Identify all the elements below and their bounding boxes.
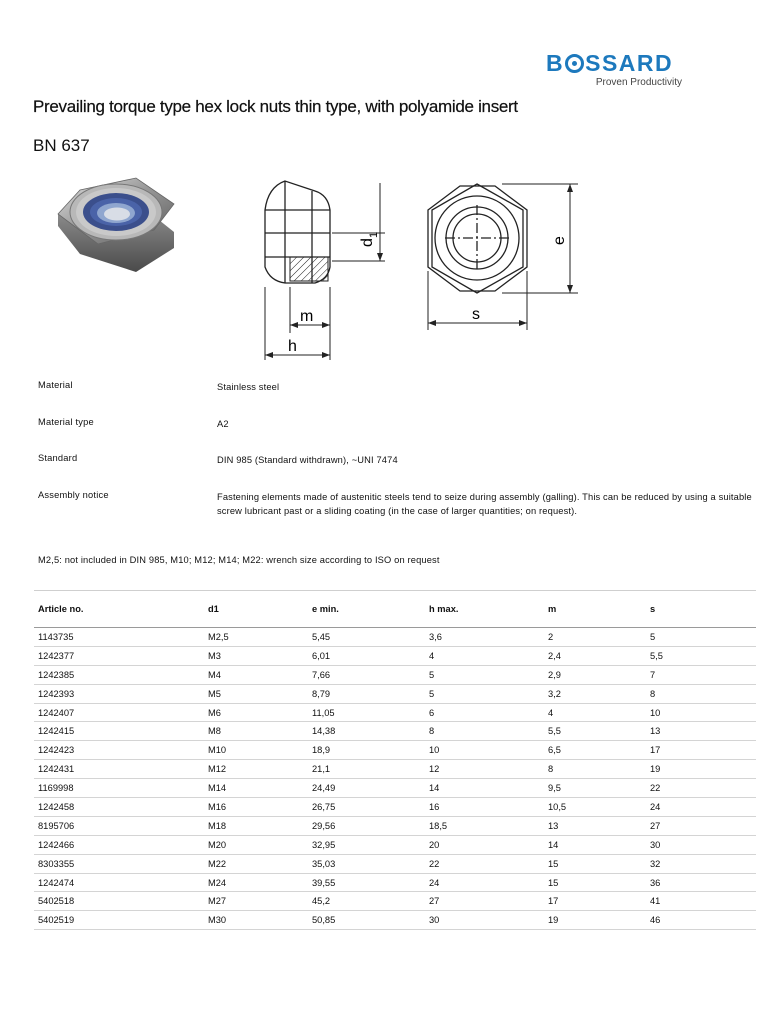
cell-article-no: 1242474 (38, 877, 75, 888)
cell-m: 14 (548, 839, 559, 850)
cell-d1: M30 (208, 915, 227, 926)
cell-d1: M3 (208, 650, 221, 661)
cell-m: 2,9 (548, 669, 561, 680)
cell-m: 19 (548, 915, 559, 926)
cell-h-max: 24 (429, 877, 440, 888)
cell-s: 13 (650, 726, 661, 737)
svg-text:d: d (359, 238, 376, 247)
cell-d1: M18 (208, 820, 227, 831)
property-label: Material (38, 380, 73, 390)
top-view (428, 184, 527, 293)
cell-e-min: 35,03 (312, 858, 336, 869)
cell-h-max: 22 (429, 858, 440, 869)
cell-d1: M20 (208, 839, 227, 850)
cell-h-max: 4 (429, 650, 435, 661)
cell-h-max: 16 (429, 801, 440, 812)
logo-letters: SSARD (585, 50, 674, 76)
cell-article-no: 1242423 (38, 745, 75, 756)
table-body (34, 628, 756, 930)
logo-letter-b: B (546, 50, 565, 76)
cell-s: 41 (650, 896, 661, 907)
product-photo (50, 168, 180, 298)
cell-s: 5 (650, 631, 656, 642)
cell-h-max: 12 (429, 764, 440, 775)
cell-e-min: 14,38 (312, 726, 336, 737)
table-header (34, 590, 756, 628)
cell-d1: M6 (208, 707, 221, 718)
cell-article-no: 1242385 (38, 669, 75, 680)
cell-m: 4 (548, 707, 554, 718)
cell-article-no: 1169998 (38, 783, 74, 794)
label-m: m (300, 308, 314, 325)
table-row (34, 704, 756, 723)
table-row (34, 685, 756, 704)
table-row (34, 628, 756, 647)
cell-h-max: 6 (429, 707, 435, 718)
cell-article-no: 8303355 (38, 858, 75, 869)
cell-e-min: 50,85 (312, 915, 336, 926)
dimensions-table (34, 590, 756, 930)
cell-s: 17 (650, 745, 661, 756)
table-row (34, 760, 756, 779)
property-standard (38, 453, 758, 490)
table-row (34, 741, 756, 760)
logo-ring-icon (565, 54, 584, 73)
header-d1: d1 (208, 604, 219, 614)
header-article-no: Article no. (38, 604, 84, 614)
cell-d1: M16 (208, 801, 227, 812)
cell-m: 9,5 (548, 783, 561, 794)
cell-m: 6,5 (548, 745, 561, 756)
cell-article-no: 1242458 (38, 801, 75, 812)
properties-list (38, 380, 758, 526)
cell-m: 3,2 (548, 688, 561, 699)
cell-article-no: 1242415 (38, 726, 75, 737)
cell-d1: M22 (208, 858, 227, 869)
product-code: BN 637 (33, 136, 90, 155)
table-row (34, 892, 756, 911)
cell-e-min: 21,1 (312, 764, 331, 775)
cell-h-max: 27 (429, 896, 440, 907)
cell-e-min: 11,05 (312, 707, 335, 718)
cell-d1: M4 (208, 669, 221, 680)
table-row (34, 798, 756, 817)
table-row (34, 911, 756, 930)
cell-d1: M27 (208, 896, 227, 907)
label-d1 (359, 232, 380, 247)
table-row (34, 855, 756, 874)
cell-s: 22 (650, 783, 661, 794)
property-value: Stainless steel (217, 382, 280, 392)
cell-s: 8 (650, 688, 656, 699)
cell-m: 2 (548, 631, 554, 642)
cell-m: 17 (548, 896, 559, 907)
cell-m: 2,4 (548, 650, 561, 661)
cell-s: 36 (650, 877, 661, 888)
header-e-min: e min. (312, 604, 339, 614)
header-m: m (548, 604, 557, 614)
cell-article-no: 1242407 (38, 707, 75, 718)
cell-h-max: 20 (429, 839, 440, 850)
cell-article-no: 1143735 (38, 631, 74, 642)
label-e: e (551, 236, 568, 245)
property-assembly-notice (38, 490, 758, 527)
cell-e-min: 5,45 (312, 631, 331, 642)
cell-m: 8 (548, 764, 554, 775)
cell-e-min: 7,66 (312, 669, 331, 680)
label-s: s (472, 306, 480, 323)
header-s: s (650, 604, 656, 614)
cell-article-no: 1242377 (38, 650, 75, 661)
property-label: Material type (38, 416, 94, 427)
cell-s: 24 (650, 801, 661, 812)
cell-article-no: 1242466 (38, 839, 75, 850)
cell-h-max: 3,6 (429, 631, 442, 642)
cell-d1: M14 (208, 783, 227, 794)
property-value: A2 (217, 418, 229, 429)
cell-s: 30 (650, 839, 661, 850)
cell-m: 15 (548, 858, 559, 869)
cell-e-min: 39,55 (312, 877, 336, 888)
cell-e-min: 24,49 (312, 783, 336, 794)
cell-e-min: 32,95 (312, 839, 336, 850)
cell-h-max: 14 (429, 783, 440, 794)
logo-wordmark (546, 50, 686, 76)
cell-e-min: 29,56 (312, 820, 336, 831)
table-row (34, 836, 756, 855)
cell-s: 27 (650, 820, 661, 831)
cell-d1: M10 (208, 745, 227, 756)
header-h-max: h max. (429, 604, 459, 614)
cell-e-min: 6,01 (312, 650, 331, 661)
cell-d1: M24 (208, 877, 227, 888)
cell-h-max: 5 (429, 669, 435, 680)
property-label: Assembly notice (38, 489, 109, 500)
cell-article-no: 5402519 (38, 915, 75, 926)
cell-article-no: 8195706 (38, 820, 75, 831)
svg-text:1: 1 (368, 231, 380, 238)
technical-drawing (240, 165, 600, 365)
bossard-logo (546, 50, 686, 92)
table-row (34, 722, 756, 741)
cell-m: 15 (548, 877, 559, 888)
page-title: Prevailing torque type hex lock nuts thin type, with polyamide insert (33, 97, 518, 116)
table-row (34, 874, 756, 893)
property-material (38, 380, 758, 417)
cell-article-no: 1242431 (38, 764, 75, 775)
table-row (34, 666, 756, 685)
cell-e-min: 8,79 (312, 688, 331, 699)
cell-e-min: 45,2 (312, 896, 331, 907)
label-h: h (288, 338, 297, 355)
cell-article-no: 5402518 (38, 896, 75, 907)
cell-s: 5,5 (650, 650, 663, 661)
cell-h-max: 10 (429, 745, 440, 756)
cell-d1: M12 (208, 764, 227, 775)
cell-d1: M8 (208, 726, 221, 737)
logo-tagline: Proven Productivity (595, 77, 682, 88)
size-note: M2,5: not included in DIN 985, M10; M12; M14; M22: wrench size according to ISO on request (38, 555, 440, 565)
table-row (34, 647, 756, 666)
cell-e-min: 26,75 (312, 801, 336, 812)
cell-e-min: 18,9 (312, 745, 331, 756)
cell-s: 46 (650, 915, 661, 926)
cell-article-no: 1242393 (38, 688, 75, 699)
cell-m: 13 (548, 820, 559, 831)
cell-d1: M2,5 (208, 631, 229, 642)
cell-s: 7 (650, 669, 656, 680)
cell-h-max: 8 (429, 726, 435, 737)
cell-m: 10,5 (548, 801, 567, 812)
property-label: Standard (38, 453, 78, 463)
cell-s: 19 (650, 764, 661, 775)
cell-s: 32 (650, 858, 661, 869)
cell-d1: M5 (208, 688, 221, 699)
cell-s: 10 (650, 707, 661, 718)
cell-h-max: 30 (429, 915, 440, 926)
property-material-type (38, 417, 758, 454)
property-value: Fastening elements made of austenitic steels tend to seize during assembly (galling). This can be reduced by using a suitable screw lubricant past or a sliding coating (in the case of larger quantities; on request). (217, 491, 752, 516)
cell-m: 5,5 (548, 726, 561, 737)
cell-h-max: 18,5 (429, 820, 448, 831)
table-row (34, 817, 756, 836)
property-value: DIN 985 (Standard withdrawn), ~UNI 7474 (217, 455, 398, 465)
cell-h-max: 5 (429, 688, 435, 699)
table-row (34, 779, 756, 798)
